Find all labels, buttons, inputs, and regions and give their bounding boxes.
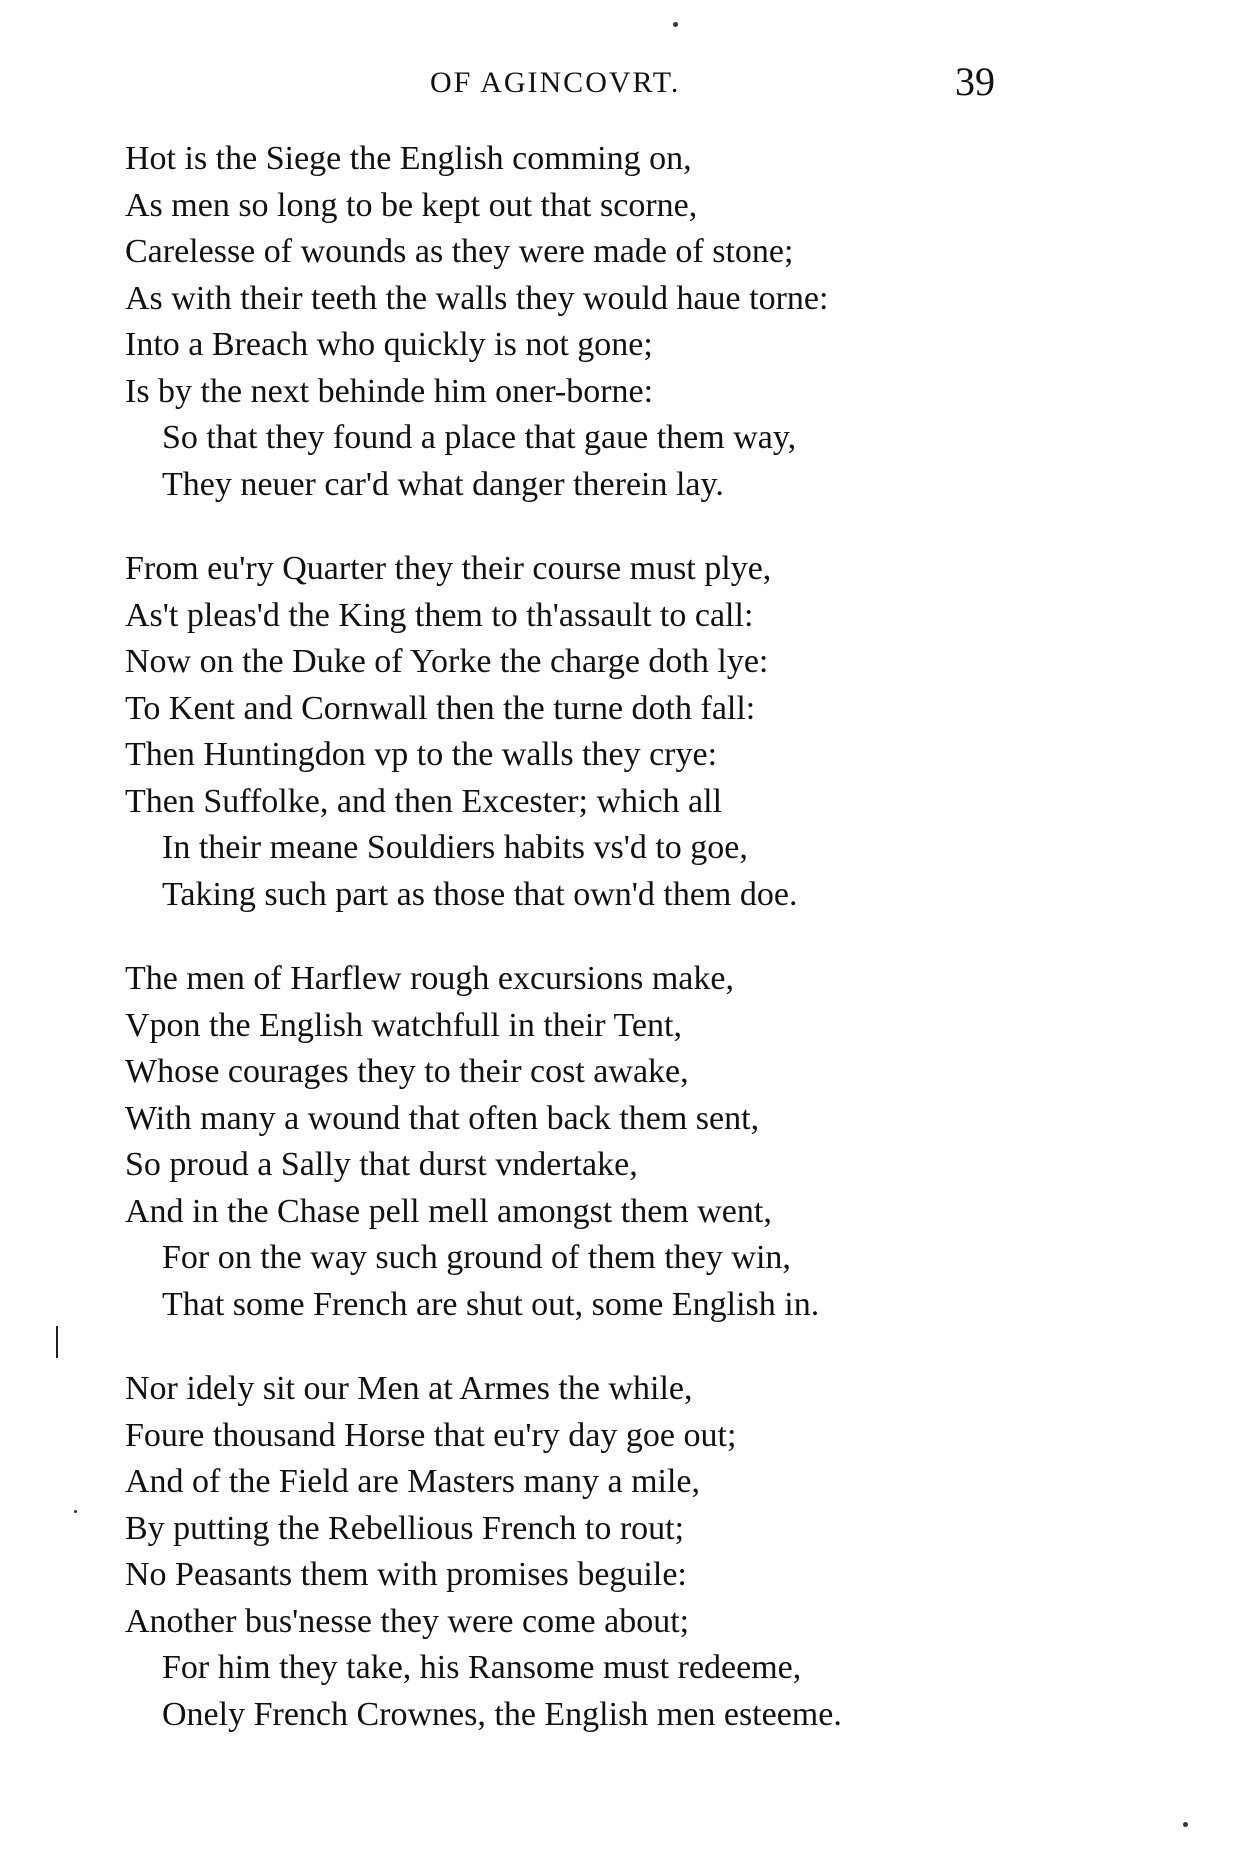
stanza: [125, 546, 1125, 918]
couplet-line: So that they found a place that gaue them way,: [162, 419, 797, 456]
stanza: [125, 136, 1125, 508]
verse-line: Now on the Duke of Yorke the charge doth lye:: [125, 643, 769, 680]
couplet-line: For on the way such ground of them they win,: [162, 1239, 791, 1276]
couplet-line: That some French are shut out, some English in.: [162, 1285, 820, 1323]
verse-line: By putting the Rebellious French to rout;: [125, 1509, 685, 1547]
verse-line: And in the Chase pell mell amongst them went,: [125, 1192, 772, 1230]
verse-line: So proud a Sally that durst vndertake,: [125, 1146, 638, 1183]
verse-line: To Kent and Cornwall then the turne doth fall:: [125, 689, 756, 727]
verse-line: Whose courages they to their cost awake,: [125, 1053, 689, 1090]
verse-line: Is by the next behinde him oner-borne:: [125, 372, 654, 410]
page-header: [0, 58, 1245, 108]
verse-line: Then Huntingdon vp to the walls they crye:: [125, 736, 718, 773]
verse-line: Foure thousand Horse that eu'ry day goe out;: [125, 1416, 737, 1454]
couplet-line: They neuer car'd what danger therein lay.: [162, 465, 724, 503]
verse-line: From eu'ry Quarter they their course must plye,: [125, 550, 772, 587]
verse-line: As with their teeth the walls they would haue torne:: [125, 279, 829, 317]
ink-speck: [1183, 1822, 1188, 1827]
stanza: [125, 956, 1125, 1328]
verse-line: As't pleas'd the King them to th'assault to call:: [125, 596, 754, 634]
running-title: OF AGINCOVRT.: [430, 66, 681, 99]
verse-line: Vpon the English watchfull in their Tent,: [125, 1006, 682, 1044]
verse-line: Hot is the Siege the English comming on,: [125, 140, 692, 177]
verse-line: Another bus'nesse they were come about;: [125, 1602, 690, 1640]
verse-line: And of the Field are Masters many a mile,: [125, 1463, 701, 1500]
page-number: 39: [955, 59, 995, 104]
couplet-line: Onely French Crownes, the English men esteeme.: [162, 1695, 842, 1733]
verse-line: The men of Harflew rough excursions make,: [125, 960, 734, 997]
stanza: [125, 1366, 1125, 1738]
verse-line: Then Suffolke, and then Excester; which all: [125, 782, 723, 820]
couplet-line: In their meane Souldiers habits vs'd to goe,: [162, 829, 748, 866]
verse-line: With many a wound that often back them sent,: [125, 1099, 760, 1137]
verse-line: No Peasants them with promises beguile:: [125, 1556, 687, 1593]
couplet-line: Taking such part as those that own'd them doe.: [162, 875, 798, 913]
margin-rule-mark: [56, 1326, 58, 1358]
verse-line: As men so long to be kept out that scorne,: [125, 186, 698, 224]
verse-line: Carelesse of wounds as they were made of stone;: [125, 233, 794, 270]
verse-line: Into a Breach who quickly is not gone;: [125, 326, 653, 363]
couplet-line: For him they take, his Ransome must redeeme,: [162, 1649, 802, 1686]
poem-body: [125, 136, 1125, 1776]
ink-speck: [673, 22, 678, 27]
verse-line: Nor idely sit our Men at Armes the while,: [125, 1370, 693, 1407]
ink-speck: [74, 1510, 77, 1513]
